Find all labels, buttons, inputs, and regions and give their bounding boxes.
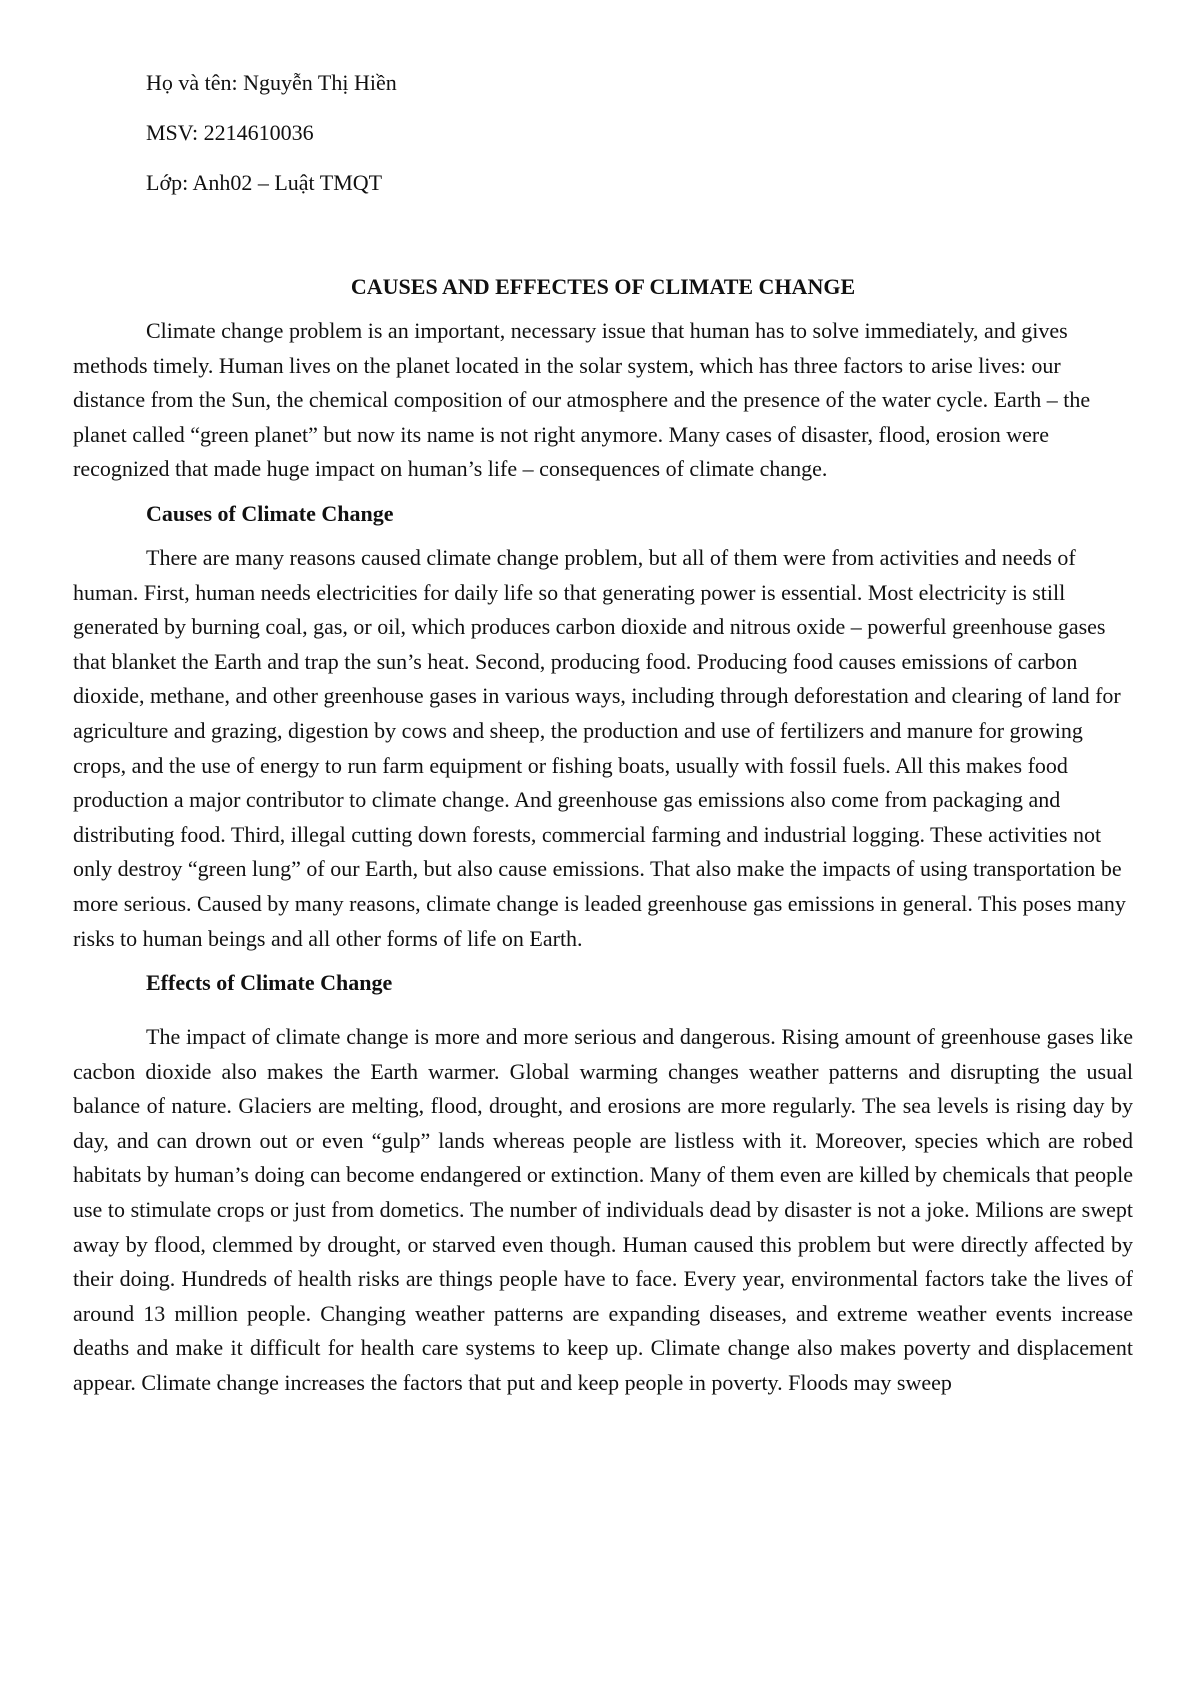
student-name: Họ và tên: Nguyễn Thị Hiền bbox=[146, 70, 397, 95]
document-title: CAUSES AND EFFECTES OF CLIMATE CHANGE bbox=[350, 274, 856, 299]
student-info bbox=[73, 70, 1133, 196]
effects-paragraph: The impact of climate change is more and more serious and dangerous. Rising amount of greenhouse gases like cacbon dioxide also makes the Earth warmer. Global warming changes weather patterns and disrupting the usual balance of nature. Glaciers are melting, flood, drought, and erosions are more regularly. The sea levels is rising day by day, and can drown out or even “gulp” lands whereas people are listless with it. Moreover, species which are robed habitats by human’s doing can become endangered or extinction. Many of them even are killed by chemicals that people use to stimulate crops or just from dometics. The number of individuals dead by disaster is not a joke. Milions are swept away by flood, clemmed by drought, or starved even though. Human caused this problem but were directly affected by their doing. Hundreds of health risks are things people have to face. Every year, environmental factors take the lives of around 13 million people. Changing weather patterns are expanding diseases, and extreme weather events increase deaths and make it difficult for health care systems to keep up. Climate change also makes poverty and displacement appear. Climate change increases the factors that put and keep people in poverty. Floods may sweep bbox=[73, 1024, 1133, 1396]
causes-paragraph: There are many reasons caused climate change problem, but all of them were from activities and needs of human. First, human needs electricities for daily life so that generating power is essential. Most electricity is still generated by burning coal, gas, or oil, which produces carbon dioxide and nitrous oxide – powerful greenhouse gases that blanket the Earth and trap the sun’s heat. Second, producing food. Producing food causes emissions of carbon dioxide, methane, and other greenhouse gases in various ways, including through deforestation and clearing of land for agriculture and grazing, digestion by cows and sheep, the production and use of fertilizers and manure for growing crops, and the use of energy to run farm equipment or fishing boats, usually with fossil fuels. All this makes food production a major contributor to climate change. And greenhouse gas emissions also come from packaging and distributing food. Third, illegal cutting down forests, commercial farming and industrial logging. These activities not only destroy “green lung” of our Earth, but also cause emissions. That also make the impacts of using transportation be more serious. Caused by many reasons, climate change is leaded greenhouse gas emissions in general. This poses many risks to human beings and all other forms of life on Earth. bbox=[73, 544, 1126, 951]
document-page bbox=[73, 70, 1133, 1401]
student-class: Lớp: Anh02 – Luật TMQT bbox=[146, 170, 383, 195]
causes-heading: Causes of Climate Change bbox=[146, 500, 394, 526]
effects-heading: Effects of Climate Change bbox=[146, 970, 393, 996]
student-id: MSV: 2214610036 bbox=[146, 120, 314, 145]
intro-paragraph: Climate change problem is an important, necessary issue that human has to solve immediately, and gives methods timely. Human lives on the planet located in the solar system, which has three factors to arise lives: our distance from the Sun, the chemical composition of our atmosphere and the presence of the water cycle. Earth – the planet called “green planet” but now its name is not right anymore. Many cases of disaster, flood, erosion were recognized that made huge impact on human’s life – consequences of climate change. bbox=[73, 318, 1091, 482]
